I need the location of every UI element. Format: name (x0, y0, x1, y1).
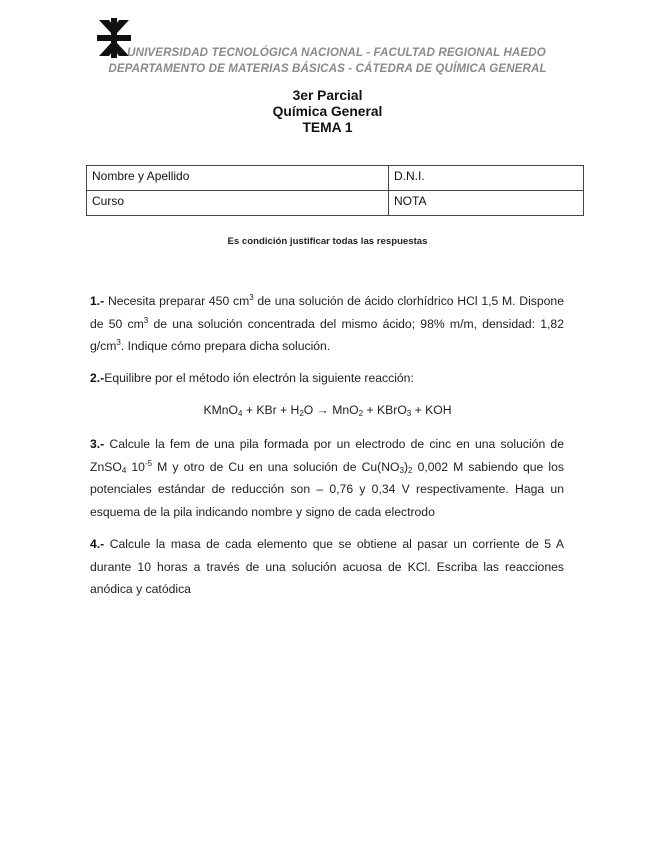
exam-title: 3er Parcial (292, 88, 363, 103)
question-1: 1.- Necesita preparar 450 $cm^3$ de una solución de ácido clorhídrico HCl 1,5 M. Dispone de 50 $cm^3$ de una solución concentrada del mismo ácido; 98% m/m, densidad: 1,82 $g/cm^3$. Indique cómo prepara dicha solución. (90, 293, 564, 353)
question-2-number: 2.- (90, 371, 105, 385)
question-2: 2.-Equilibre por el método ión electrón la siguiente reacción: (90, 371, 414, 385)
header-university: UNIVERSIDAD TECNOLÓGICA NACIONAL - FACULTAD REGIONAL HAEDO (127, 46, 546, 59)
dni-cell[interactable]: D.N.I. (389, 166, 584, 191)
question-4-number: 4.- (90, 537, 105, 551)
tema-title: TEMA 1 (302, 120, 353, 135)
subject-title: Química General (272, 104, 383, 119)
reaction-equation: KMnO$_4$ + KBr + $H_2O \to MnO_2$ + KBrO$_3$ + KOH (203, 403, 452, 418)
student-info-table (86, 165, 584, 216)
question-4: 4.- Calcule la masa de cada elemento que se obtiene al pasar un corriente de 5 A durante 10 horas a través de una solución acuosa de KCl. Escriba las reacciones anódica y catódica (90, 537, 564, 596)
instruction-note: Es condición justificar todas las respuestas (227, 236, 428, 247)
nota-cell[interactable]: NOTA (389, 191, 584, 216)
question-3: 3.- Calcule la fem de una pila formada por un electrodo de cinc en una solución de ZnSO$_4$ $10^{-5}$ M y otro de Cu en una solución de $Cu(NO_3)_2$ 0,002 M sabiendo que los potenciales estándar de reducción son – 0,76 y 0,34 V respectivamente. Haga un esquema de la pila indicando nombre y signo de cada electrodo (90, 437, 564, 519)
question-3-number: 3.- (90, 437, 105, 451)
header-department: DEPARTAMENTO DE MATERIAS BÁSICAS - CÁTEDRA DE QUÍMICA GENERAL (108, 62, 547, 75)
nombre-cell[interactable]: Nombre y Apellido (87, 166, 389, 191)
question-1-number: 1.- (90, 294, 105, 308)
curso-cell[interactable]: Curso (87, 191, 389, 216)
